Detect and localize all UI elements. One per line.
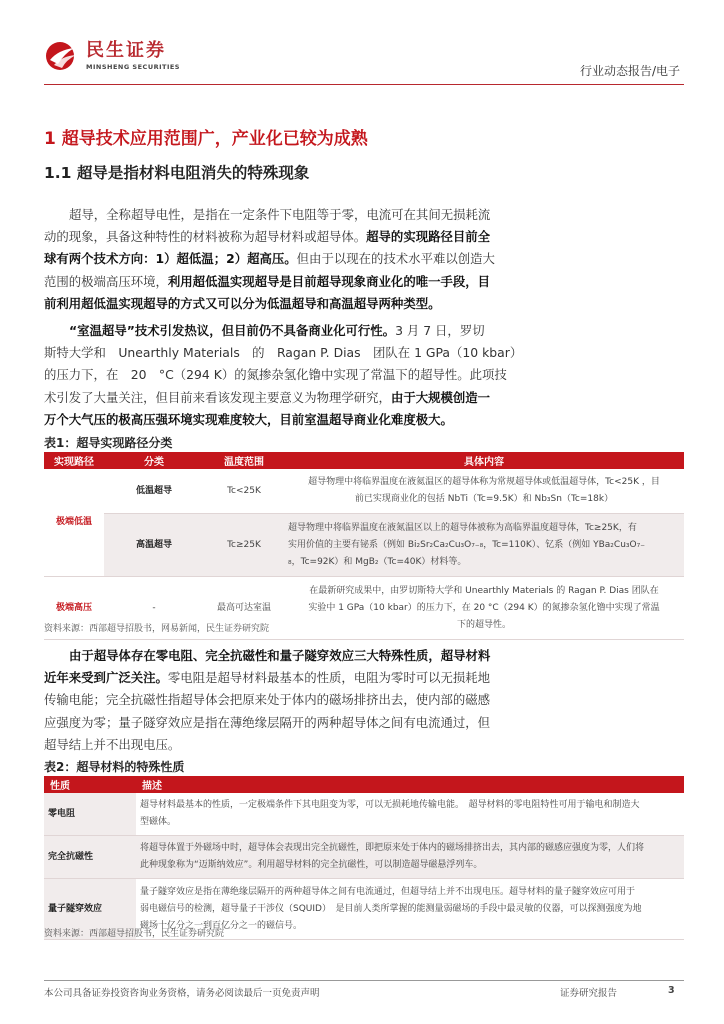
company-logo [44, 40, 180, 72]
cell-desc [136, 836, 684, 879]
cell-prop: 零电阻 [44, 793, 136, 836]
col-header: 描述 [136, 776, 684, 793]
cell-prop: 完全抗磁性 [44, 836, 136, 879]
footer-label: 证券研究报告 [560, 988, 618, 999]
text-span: 3 月 7 日，罗切 [395, 323, 485, 338]
col-header: 实现路径 [44, 452, 104, 469]
text-line: 的压力下，在 20 °C（294 K）的氮掺杂氢化镥中实现了常温下的超导性。此项技 [44, 367, 507, 383]
desc-line: 磁场十亿分之一到百亿分之一的磁信号。 [140, 920, 303, 931]
logo-cn: 民生证券 [86, 40, 166, 61]
text-line: 超导结上并不出现电压。 [44, 736, 181, 752]
table-row [44, 836, 684, 879]
text-span: 范围的极端高压环境， [44, 273, 168, 289]
table-row [44, 793, 684, 836]
cell-temp: Tc≥25K [204, 514, 284, 577]
text-line: 超导，全称超导电性，是指在一定条件下电阻等于零，电流可在其间无损耗流 [69, 207, 491, 222]
section-heading: 1 超导技术应用范围广，产业化已较为成熟 [44, 129, 368, 149]
cell-path: 极端高压 [44, 577, 104, 640]
footer-divider [44, 980, 684, 981]
cell-content [284, 469, 684, 514]
logo-en: MINSHENG SECURITIES [86, 63, 180, 71]
cell-content [284, 514, 684, 577]
text-span: 零电阻是超导材料最基本的性质，电阻为零时可以无损耗地 [167, 670, 491, 686]
col-header: 温度范围 [204, 452, 284, 469]
bold-span: 由于超导体存在零电阻、完全抗磁性和量子隧穿效应三大特殊性质，超导材料 [69, 648, 491, 663]
text-line: 斯特大学和 Unearthly Materials 的 Ragan P. Dias 团队在 1 GPa（10 kbar） [44, 345, 523, 361]
footer-disclaimer: 本公司具备证券投资咨询业务资格，请务必阅读最后一页免责声明 [44, 988, 320, 999]
desc-line: 弱电磁信号的检测，超导量子干涉仪（SQUID） 是目前人类所掌握的能测量弱磁场的手段中最灵敏的仪器，可以探测强度为地 [140, 903, 642, 914]
text-line: 应强度为零；量子隧穿效应是指在薄绝缘层隔开的两种超导体之间有电流通过，但 [44, 714, 491, 730]
bold-span: “室温超导”技术引发热议，但目前仍不具备商业化可行性。 [69, 323, 396, 338]
text-line: 传输电能；完全抗磁性指超导体会把原来处于体内的磁场排挤出去，使内部的磁感 [44, 692, 491, 708]
cell-type: 低温超导 [104, 469, 204, 514]
table1-caption: 表1：超导实现路径分类 [44, 436, 173, 450]
page-header [44, 40, 684, 84]
cell-type: 高温超导 [104, 514, 204, 577]
bold-span: 超导的实现路径目前全 [366, 229, 491, 245]
paragraph-1 [44, 204, 680, 315]
bold-span: 利用超低温实现超导是目前超导现象商业化的唯一手段，目 [167, 273, 491, 289]
cell-desc [136, 793, 684, 836]
desc-line: 超导材料最基本的性质，一定极端条件下其电阻变为零，可以无损耗地传输电能。 超导材料的零电阻特性可用于输电和制造大 [140, 800, 640, 810]
content-line: 在最新研究成果中，由罗切斯特大学和 Unearthly Materials 的 Ragan P. Dias 团队在 [309, 585, 659, 596]
content-line: 下的超导性。 [456, 619, 511, 630]
header-divider [44, 84, 684, 85]
cell-temp: Tc<25K [204, 469, 284, 514]
page-number: 3 [668, 985, 675, 996]
subsection-heading: 1.1 超导是指材料电阻消失的特殊现象 [44, 164, 310, 182]
table2-caption: 表2：超导材料的特殊性质 [44, 760, 185, 774]
table-superconductor-paths [44, 452, 684, 640]
cell-content [284, 577, 684, 640]
desc-line: 将超导体置于外磁场中时，超导体会表现出完全抗磁性，即把原来处于体内的磁场排挤出去，其内部的磁感应强度为零，人们将 [140, 843, 645, 853]
bold-span: 近年来受到广泛关注。 [44, 670, 168, 686]
bold-span: 球有两个技术方向：1）超低温；2）超高压。 [44, 251, 297, 267]
text-span: 动的现象，具备这种特性的材料被称为超导材料或超导体。 [44, 229, 367, 245]
paragraph-3 [44, 645, 680, 756]
cell-temp: 最高可达室温 [204, 577, 284, 640]
table2-source: 资料来源：西部超导招股书，民生证券研究院 [44, 929, 225, 939]
paragraph-2 [44, 320, 680, 431]
desc-line: 型磁体。 [140, 817, 177, 827]
bold-span: 由于大规模创造一 [390, 389, 491, 405]
content-line: 实验中 1 GPa（10 kbar）的压力下，在 20 °C（294 K）的氮掺杂氢化镥中实现了常温 [308, 602, 660, 613]
text-span: 术引发了大量关注，但目前来看该发现主要意义为物理学研究， [44, 389, 391, 405]
cell-path: 极端低温 [44, 469, 104, 577]
report-category: 行业动态报告/电子 [579, 64, 680, 78]
desc-line: 量子隧穿效应是指在薄绝缘层隔开的两种超导体之间有电流通过，但超导结上并不出现电压。超导材料的量子隧穿效应可用于 [140, 886, 636, 897]
content-line: ₈，Tc=92K）和 MgB₂（Tc=40K）材料等。 [288, 556, 467, 567]
table-row [44, 514, 684, 577]
cell-type: - [104, 577, 204, 640]
table1-source: 资料来源：西部超导招股书，网易新闻，民生证券研究院 [44, 624, 270, 634]
table-row [44, 469, 684, 514]
content-line: 前已实现商业化的包括 NbTi（Tc=9.5K）和 Nb₃Sn（Tc=18k） [354, 494, 614, 504]
content-line: 实用价值的主要有铋系（例如 Bi₂Sr₂Ca₂Cu₃O₇₋₈，Tc=110K）、钇系（例如 YBa₂Cu₃O₇₋ [288, 539, 645, 550]
minsheng-logo-icon [44, 40, 80, 72]
bold-span: 前利用超低温实现超导的方式又可以分为低温超导和高温超导两种类型。 [44, 295, 441, 311]
text-span: 但由于以现在的技术水平难以创造大 [296, 251, 495, 267]
table-superconductor-properties [44, 776, 684, 940]
content-line: 超导物理中将临界温度在液氦温区的超导体称为常规超导体或低温超导体，Tc<25K ，目 [308, 477, 660, 487]
col-header: 性质 [44, 776, 136, 793]
cell-prop: 量子隧穿效应 [44, 879, 136, 940]
col-header: 具体内容 [284, 452, 684, 469]
desc-line: 此种现象称为“迈斯纳效应”。利用超导材料的完全抗磁性，可以制造超导磁悬浮列车。 [140, 860, 483, 870]
bold-span: 万个大气压的极高压强环境实现难度较大，目前室温超导商业化难度极大。 [44, 411, 453, 427]
content-line: 超导物理中将临界温度在液氮温区以上的超导体被称为高临界温度超导体，Tc≥25K，有 [288, 522, 637, 533]
col-header: 分类 [104, 452, 204, 469]
